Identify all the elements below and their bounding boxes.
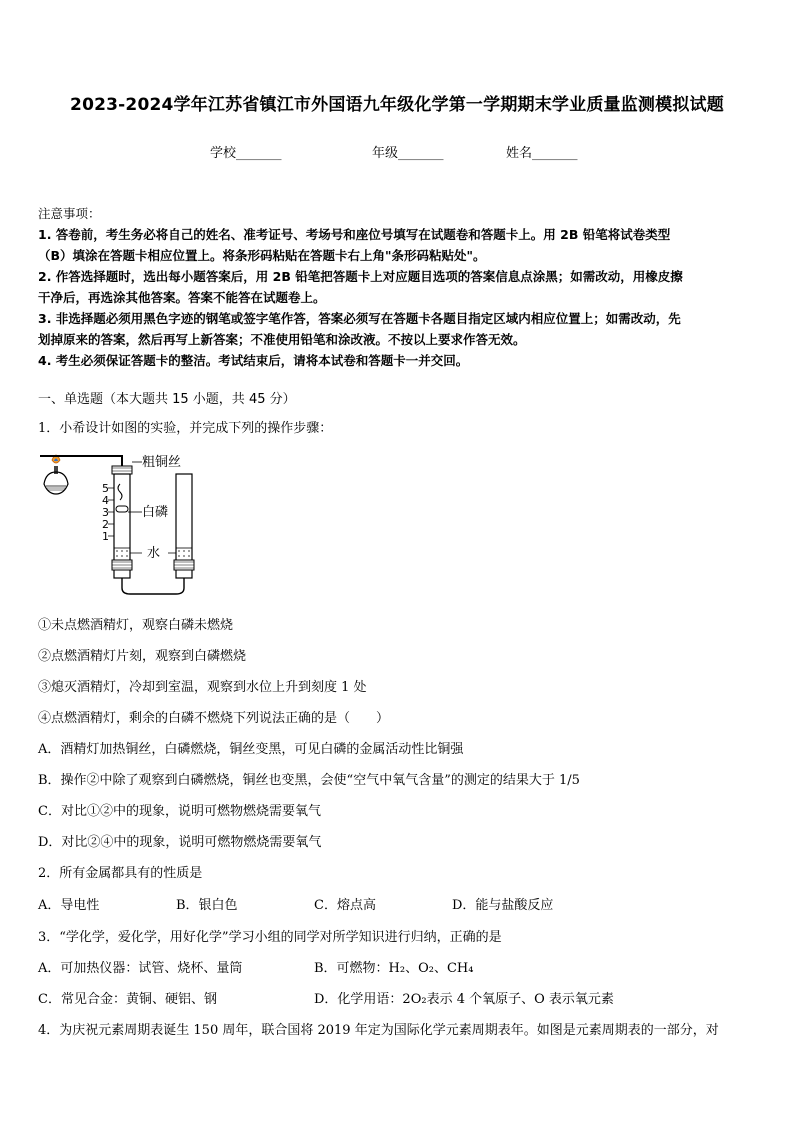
scale-tick-label: 1 — [102, 530, 109, 543]
q3-option-a: A．可加热仪器：试管、烧杯、量筒 — [38, 961, 243, 976]
notes-block — [38, 203, 760, 371]
q2-option-b: B．银白色 — [176, 898, 238, 913]
notes-line: 4. 考生必须保证答题卡的整洁。考试结束后，请将本试卷和答题卡一并交回。 — [38, 353, 469, 368]
notes-line: 2. 作答选择题时，选出每小题答案后，用 2B 铅笔把答题卡上对应题目选项的答案信息点涂黑；如需改动，用橡皮擦 — [38, 269, 683, 284]
notes-line: 3. 非选择题必须用黑色字迹的钢笔或签字笔作答，答案必须写在答题卡各题目指定区域内相应位置上；如需改动，先 — [38, 311, 681, 326]
scale-tick-label: 4 — [102, 494, 109, 507]
q2-stem: 2．所有金属都具有的性质是 — [38, 866, 203, 881]
q1-step: ②点燃酒精灯片刻，观察到白磷燃烧 — [38, 649, 247, 664]
scale-tick-label: 5 — [102, 482, 109, 495]
scale-tick-label: 3 — [102, 506, 109, 519]
q1-option-c: C．对比①②中的现象，说明可燃物燃烧需要氧气 — [38, 804, 321, 819]
q1-step: ①未点燃酒精灯，观察白磷未燃烧 — [38, 618, 234, 633]
q2-option-a: A．导电性 — [38, 898, 100, 913]
name-field: 姓名_______ — [506, 146, 578, 161]
q3-option-b: B．可燃物：H₂、O₂、CH₄ — [314, 961, 474, 976]
notes-line: 划掉原来的答案，然后再写上新答案；不准使用铅笔和涂改液。不按以上要求作答无效。 — [38, 332, 526, 347]
school-field: 学校_______ — [210, 146, 282, 161]
rubber-tube — [122, 578, 184, 594]
q1-option-b: B．操作②中除了观察到白磷燃烧，铜丝也变黑，会使“空气中氧气含量”的测定的结果大于 1/5 — [38, 773, 580, 788]
label-copper-wire: 粗铜丝 — [142, 455, 182, 470]
q1-step: ③熄灭酒精灯，冷却到室温，观察到水位上升到刻度 1 处 — [38, 680, 367, 695]
q3-option-c: C．常见合金：黄铜、硬铝、钢 — [38, 992, 217, 1007]
notes-line: 干净后，再选涂其他答案。答案不能答在试题卷上。 — [38, 290, 326, 305]
q2-option-c: C．熔点高 — [314, 898, 376, 913]
q1-step: ④点燃酒精灯，剩余的白磷不燃烧下列说法正确的是（ ） — [38, 711, 390, 726]
notes-heading: 注意事项： — [38, 206, 101, 221]
label-white-phosphorus: 白磷 — [142, 505, 169, 520]
section-heading: 一、单选题（本大题共 15 小题，共 45 分） — [38, 392, 296, 407]
q3-stem: 3．“学化学，爱化学，用好化学”学习小组的同学对所学知识进行归纳，正确的是 — [38, 930, 502, 945]
notes-line: 1. 答卷前，考生务必将自己的姓名、准考证号、考场号和座位号填写在试题卷和答题卡上。用 2B 铅笔将试卷类型 — [38, 227, 671, 242]
grade-field: 年级_______ — [372, 146, 444, 161]
q1-option-a: A．酒精灯加热铜丝，白磷燃烧，铜丝变黑，可见白磷的金属活动性比铜强 — [38, 742, 464, 757]
q2-option-d: D．能与盐酸反应 — [452, 898, 554, 913]
q4-stem: 4．为庆祝元素周期表诞生 150 周年，联合国将 2019 年定为国际化学元素周期表年。如图是元素周期表的一部分，对 — [38, 1023, 719, 1038]
label-water: 水 — [147, 546, 161, 561]
q1-option-d: D．对比②④中的现象，说明可燃物燃烧需要氧气 — [38, 835, 322, 850]
exam-title: 2023-2024学年江苏省镇江市外国语九年级化学第一学期期末学业质量监测模拟试题 — [70, 95, 724, 115]
scale-tick-label: 2 — [102, 518, 109, 531]
notes-line: （B）填涂在答题卡相应位置上。将条形码粘贴在答题卡右上角"条形码粘贴处"。 — [38, 248, 486, 263]
q1-stem: 1．小希设计如图的实验，并完成下列的操作步骤： — [38, 421, 333, 436]
alcohol-lamp-icon — [44, 455, 68, 494]
q3-option-d: D．化学用语：2O₂表示 4 个氧原子、O 表示氧元素 — [314, 992, 614, 1007]
experiment-figure — [38, 448, 208, 598]
